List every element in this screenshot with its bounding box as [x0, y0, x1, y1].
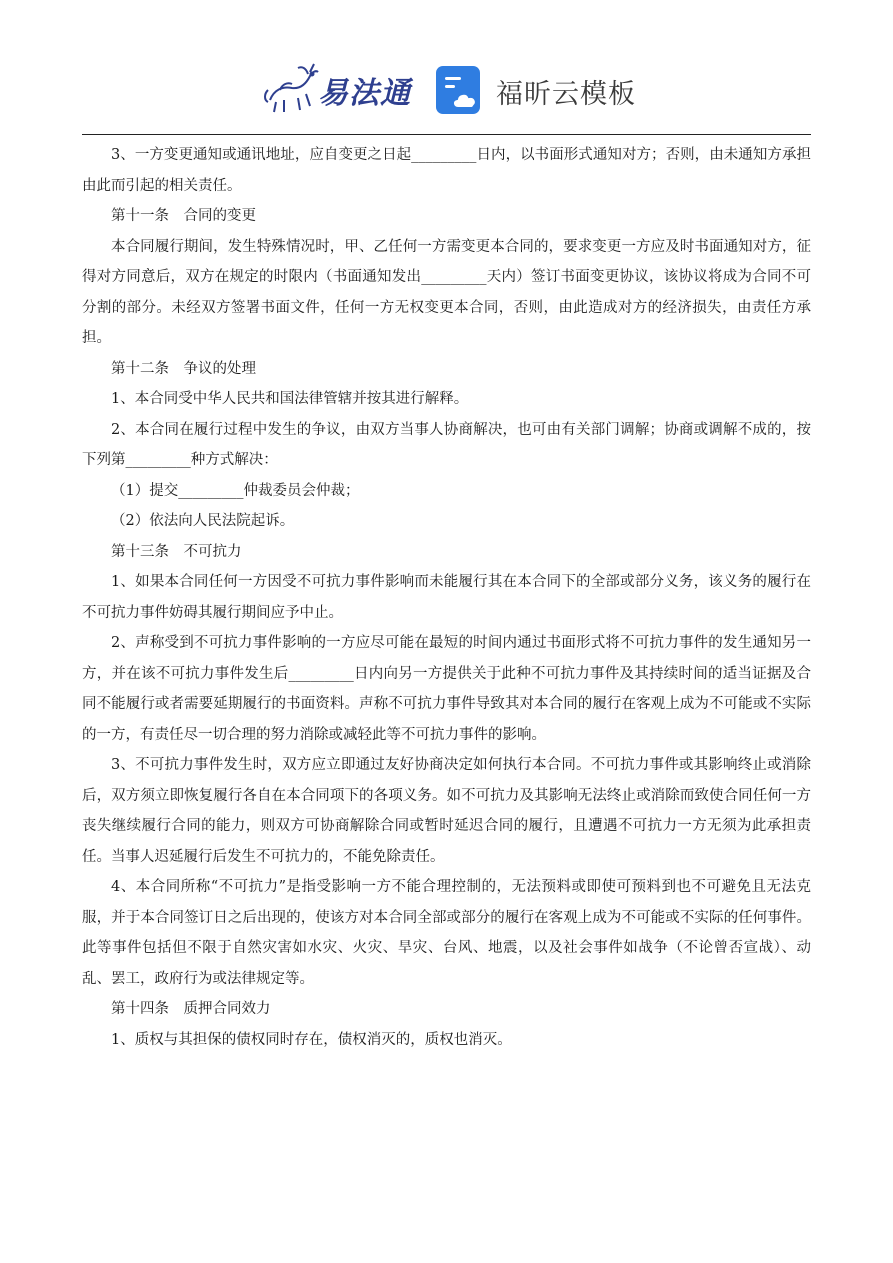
paragraph: （2）依法向人民法院起诉。: [111, 513, 295, 529]
paragraph: 1、本合同受中华人民共和国法律管辖并按其进行解释。: [111, 391, 469, 407]
page-header: [0, 0, 893, 134]
paragraph: 4、本合同所称“不可抗力”是指受影响一方不能合理控制的，无法预料或即使可预料到也不可避免且无法克服，并于本合同签订日之后出现的，使该方对本合同全部或部分的履行在客观上成为不可能或不实际的任何事件。此等事件包括但不限于自然灾害如水灾、火灾、旱灾、台风、地震，以及社会事件如战争（不论曾否宣战）、动乱、罢工，政府行为或法律规定等。: [82, 879, 812, 987]
paragraph: 1、质权与其担保的债权同时存在，债权消灭的，质权也消灭。: [111, 1031, 512, 1048]
article-heading: 第十四条 质押合同效力: [111, 1001, 271, 1017]
article-heading: 第十三条 不可抗力: [111, 543, 242, 560]
qilin-emblem-icon: [262, 60, 322, 118]
yifatong-logo-text: 易法通: [318, 76, 411, 111]
paragraph: 3、一方变更通知或通讯地址，应自变更之日起_________日内，以书面形式通知对方；否则，由未通知方承担由此而引起的相关责任。: [82, 147, 811, 194]
paragraph: （1）提交_________仲裁委员会仲裁；: [111, 482, 360, 499]
fuxin-logo-text: 福昕云模板: [496, 79, 636, 110]
article-heading: 第十二条 争议的处理: [111, 360, 256, 377]
yifatong-logo: [262, 60, 422, 116]
article-heading: 第十一条 合同的变更: [111, 208, 256, 224]
fuxin-cloud-doc-icon: [436, 66, 486, 116]
document-body: [82, 140, 811, 1055]
paragraph: 1、如果本合同任何一方因受不可抗力事件影响而未能履行其在本合同下的全部或部分义务，该义务的履行在不可抗力事件妨碍其履行期间应予中止。: [82, 574, 811, 621]
paragraph: 2、本合同在履行过程中发生的争议，由双方当事人协商解决，也可由有关部门调解；协商或调解不成的，按下列第_________种方式解决：: [82, 421, 811, 468]
header-divider: [82, 134, 811, 135]
fuxin-logo: [436, 66, 636, 116]
paragraph: 2、声称受到不可抗力事件影响的一方应尽可能在最短的时间内通过书面形式将不可抗力事件的发生通知另一方，并在该不可抗力事件发生后_________日内向另一方提供关于此种不可抗力事件及其持续时间的适当证据及合同不能履行或者需要延期履行的书面资料。声称不可抗力事件导致其对本合同的履行在客观上成为不可能或不实际的一方，有责任尽一切合理的努力消除或减轻此等不可抗力事件的影响。: [82, 635, 811, 743]
paragraph: 3、不可抗力事件发生时，双方应立即通过友好协商决定如何执行本合同。不可抗力事件或其影响终止或消除后，双方须立即恢复履行各自在本合同项下的各项义务。如不可抗力及其影响无法终止或消除而致使合同任何一方丧失继续履行合同的能力，则双方可协商解除合同或暂时延迟合同的履行，且遭遇不可抗力一方无须为此承担责任。当事人迟延履行后发生不可抗力的，不能免除责任。: [82, 757, 811, 865]
paragraph: 本合同履行期间，发生特殊情况时，甲、乙任何一方需变更本合同的，要求变更一方应及时书面通知对方，征得对方同意后，双方在规定的时限内（书面通知发出_________天内）签订书面变更协议，该协议将成为合同不可分割的部分。未经双方签署书面文件，任何一方无权变更本合同，否则，由此造成对方的经济损失，由责任方承担。: [82, 238, 811, 346]
